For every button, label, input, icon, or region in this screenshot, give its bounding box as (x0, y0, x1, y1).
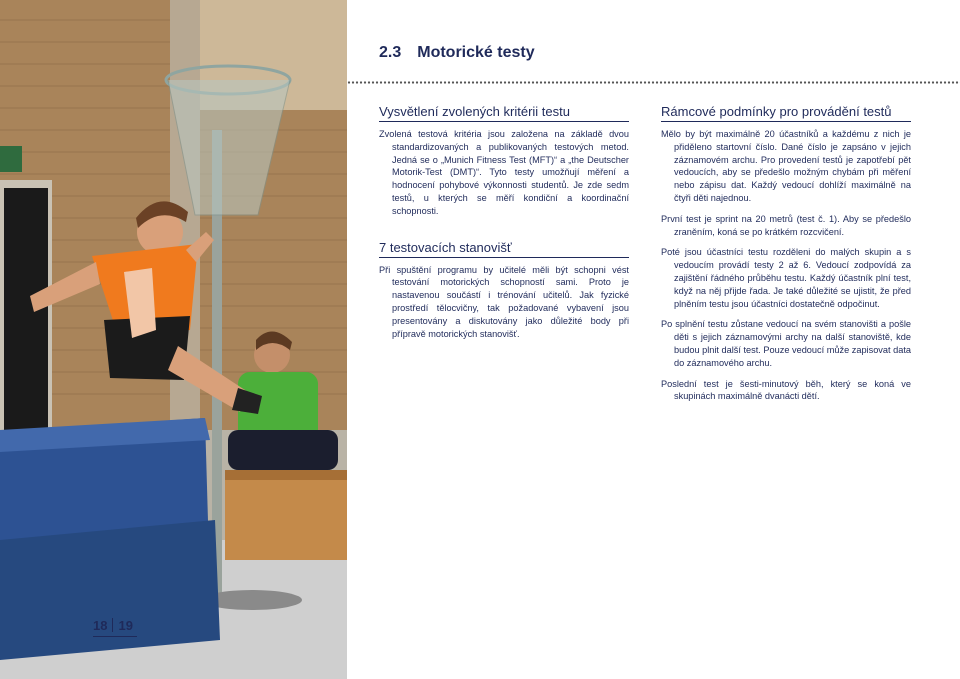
page-number-left: 18 (93, 618, 108, 633)
paragraph-conditions-4: Po splnění testu zůstane vedoucí na svém stanovišti a pošle děti s jejich záznamovými archy na další stanoviště, kde budou plnit další test. Pouze vedoucí může zapisovat data do záznamového archu. (661, 319, 911, 368)
paragraph-conditions-3: Poté jsou účastníci testu rozděleni do malých skupin a s vedoucím provádí testy 2 až 6. Vedoucí zodpovídá za zajištění řádného průběhu testu. Každý účastník plní test, když na něj přijde řada. Je také důležité se ujistit, že před plněním testu jsou účastníci dostatečně odpočinut. (661, 247, 911, 309)
heading-conditions: Rámcové podmínky pro provádění testů (661, 104, 911, 122)
paragraph-stations: Při spuštění programu by učitelé měli být schopni vést testování motorických schopností sami. Proto je nastavenou součástí i trénování učitelů. Jak fyzické prostředí tělocvičny, tak požadované vybavení jsou presentovány a diskutovány jako důležité body při přípravě motorických stanovišť. (379, 264, 629, 339)
right-text-column (661, 104, 911, 411)
section-number: 2.3 (379, 44, 402, 61)
paragraph-conditions-5: Poslední test je šesti-minutový běh, který se koná ve skupinách maximálně dvanácti dětí. (661, 378, 911, 402)
section-title (379, 44, 535, 62)
paragraph-conditions-2: První test je sprint na 20 metrů (test č. 1). Aby se předešlo zraněním, koná se po krátkém rozcvičení. (661, 213, 911, 237)
left-text-column (379, 104, 629, 348)
heading-criteria: Vysvětlení zvolených kritérii testu (379, 104, 629, 122)
page-numbers (93, 618, 133, 633)
gym-photo (0, 0, 347, 679)
page-number-right: 19 (118, 618, 133, 633)
page-number-underline (93, 636, 137, 637)
paragraph-conditions-1: Mělo by být maximálně 20 účastníků a každému z nich je přiděleno startovní číslo. Dané číslo je zapsáno v jejich záznamovém archu. Pro provedení testů je zapotřebí pět vedoucích, aby se předešlo možným chybám při měření nebo zápisu dat. Každý vedoucí dohlíží maximálně na čtyři děti najednou. (661, 129, 911, 203)
heading-stations: 7 testovacích stanovišť (379, 240, 629, 258)
children-sports-jump-photo (0, 0, 347, 679)
section-title-text: Motorické testy (417, 44, 535, 61)
page-number-divider (112, 618, 113, 632)
dotted-divider (347, 81, 960, 84)
paragraph-criteria: Zvolená testová kritéria jsou založena na základě dvou standardizovaných a publikovaných testových metod. Jedná se o „Munich Fitness Test (MFT)“ a „the Deutscher Motorik-Test (DMT)“. Tyto testy umožňují měření a hodnocení pohybové výkonnosti studentů. Je zde sedm testů, u kterých se měří kondiční a koordinační schopnosti. (379, 129, 629, 216)
